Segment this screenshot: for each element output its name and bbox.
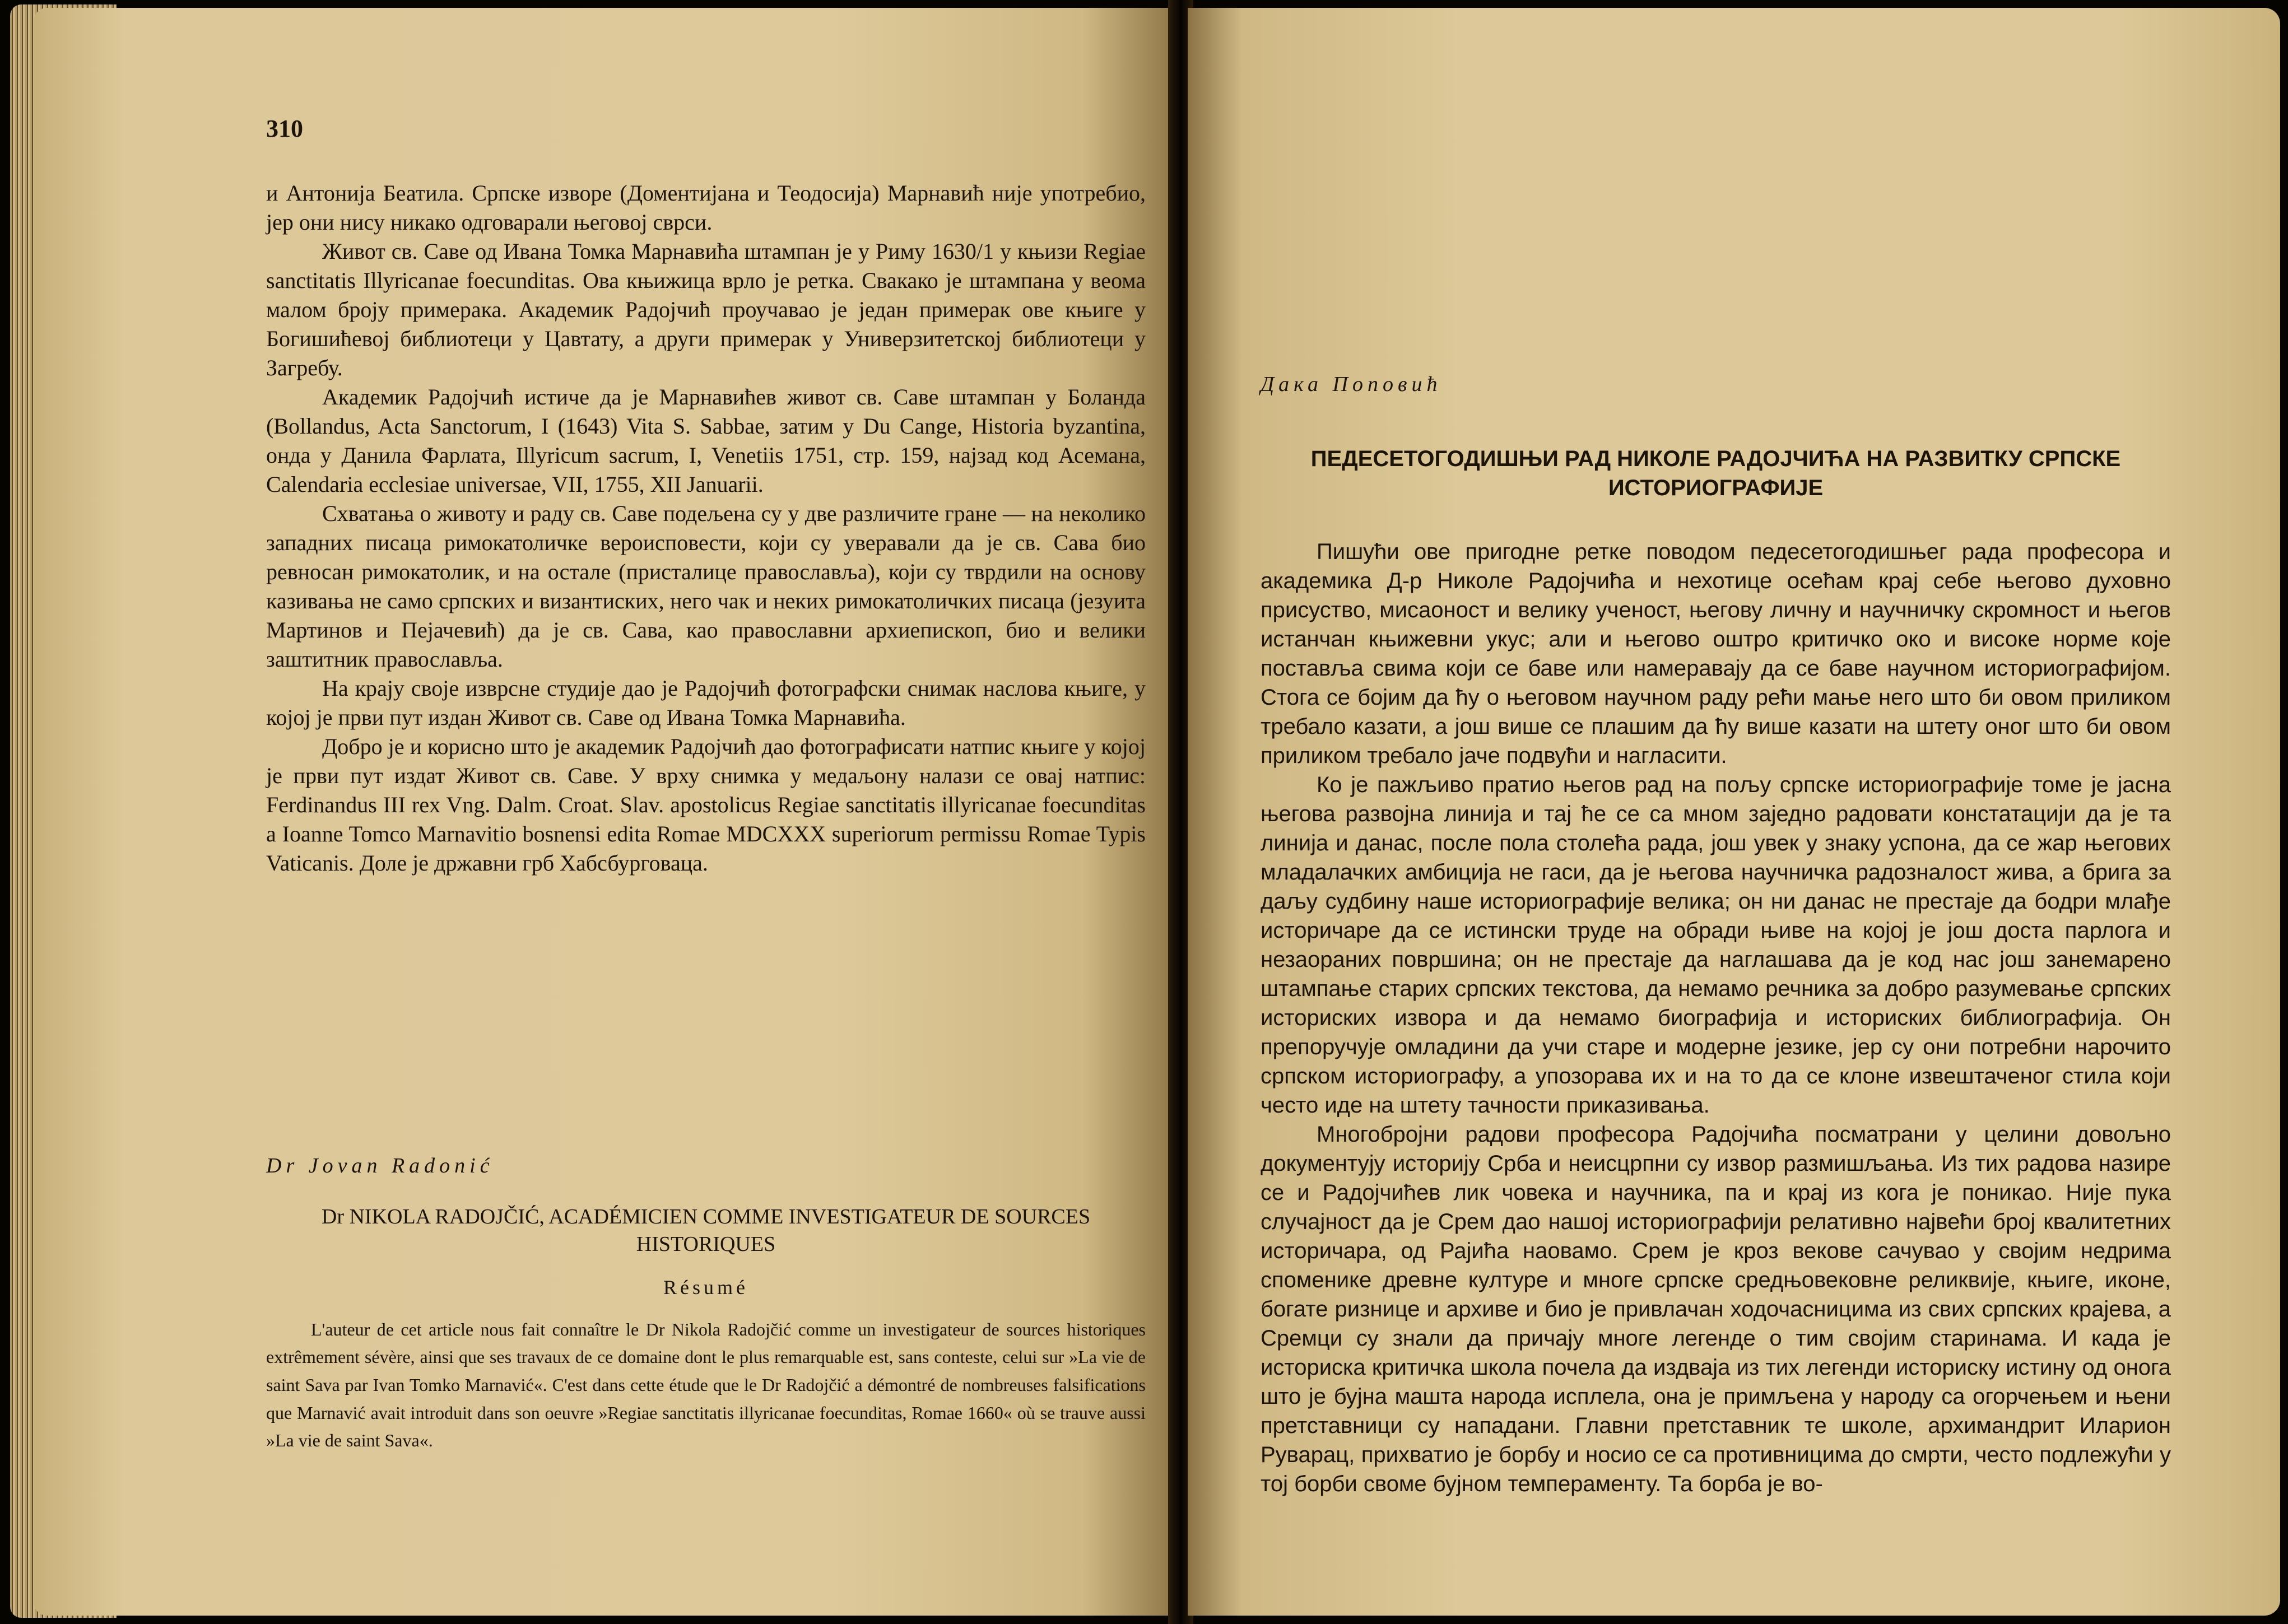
right-page (1188, 8, 2280, 1616)
left-page (34, 8, 1174, 1616)
resume-heading: Dr NIKOLA RADOJČIĆ, ACADÉMICIEN COMME INVESTIGATEUR DE SOURCES HISTORIQUES (321, 1205, 1091, 1257)
paragraph: Добро је и корисно што је академик Радојчић дао фотографисати натпис књиге у којој је први пут издат Живот св. Саве. У врху снимка у медаљону налази се овај натпис: Ferdinandus III rex Vng. Dalm. Croat. Slav. apostolicus Regiae sanctitatis illyricanae foecunditas a Ioanne Tomco Marnavitio bosnensi edita Romae MDCXXX superiorum permissu Romae Typis Vaticanis. Доле је државни грб Хабсбурговаца. (266, 734, 1146, 876)
resume-section (266, 1153, 1146, 1455)
article-title: ПЕДЕСЕТОГОДИШЊИ РАД НИКОЛЕ РАДОЈЧИЋА НА РАЗВИТКУ СРПСКЕ ИСТОРИОГРАФИЈЕ (1310, 446, 2121, 500)
page-number: 310 (266, 115, 303, 142)
article-header (1261, 372, 2171, 502)
paragraph: Пишући ове пригодне ретке поводом педесетогодишњег рада професора и академика Д-р Николе Радојчића и нехотице осећам крај себе његово духовно присуство, мисаоност и велику ученост, његову личну и научничку скромност и његов истанчан књижевни укус; али и његово оштро критичко око и високе норме које поставља свима који се баве или намеравају да се баве научном историографијом. Стога се бојим да ћу о његовом научном раду рећи мање него што би овом приликом требало казати, а још више се плашим да ћу више казати на штету оног што би овом приликом требало јаче подвући и нагласити. (1261, 539, 2171, 768)
resume-paragraph: L'auteur de cet article nous fait connaître le Dr Nikola Radojčić comme un investigateur de sources historiques extrêmement sévère, ainsi que ses travaux de ce domaine dont le plus remarquable est, sans conteste, celui sur »La vie de saint Sava par Ivan Tomko Marnavić«. C'est dans cette étude que le Dr Radojčić a démontré de nombreuses falsifications que Marnavić avait introduit dans son oeuvre »Regiae sanctitatis illyricanae foecunditas, Romae 1660« où se trauve aussi »La vie de saint Sava«. (266, 1319, 1146, 1451)
resume-label: Résumé (663, 1276, 748, 1299)
resume-body (266, 1316, 1146, 1455)
paragraph: Схватања о животу и раду св. Саве подељена су у две различите гране — на неколико западних писаца римокатоличке вероисповести, који су уверавали да је св. Сава био ревносан римокатолик, и на остале (присталице православља), који су тврдили на основу казивања не само српских и византиских, него чак и неких римокатоличких писаца (језуита Мартинов и Пејачевић) да је св. Сава, као православни архиепископ, био и велики заштитник православља. (266, 501, 1146, 672)
paragraph: Ко је пажљиво пратио његов рад на пољу српске историографије томе је јасна његова развојна линија и тај ће се са мном заједно радовати констатацији да је та линија и данас, после пола столећа рада, још увек у знаку успона, да се жар његових младалачких амбиција не гаси, да је његова научничка радозналост жива, а брига за даљу судбину наше историографије велика; он ни данас не престаје да бодри млађе историчаре да се истински труде на обради њиве на којој је још доста парлога и незаораних површина; он не престаје да наглашава да је код нас још занемарено штампање старих српских текстова, да немамо речника за добро разумевање српских историских извора и да немамо биографија и историских библиографија. Он препоручује омладини да учи старе и модерне језике, јер су они потребни нарочито српском историографу, а упозорава их и на то да се клоне извештаченог стила који често иде на штету тачности приказивања. (1261, 773, 2171, 1118)
resume-author: Dr Jovan Radonić (266, 1154, 494, 1178)
paragraph: Академик Радојчић истиче да је Марнавићев живот св. Саве штампан у Боланда (Bollandus, Acta Sanctorum, I (1643) Vita S. Sabbae, затим у Du Cange, Historia byzantina, онда у Данила Фарлата, Illyricum sacrum, I, Venetiis 1751, стр. 159, најзад код Асемана, Calendaria ecclesiae universae, VII, 1755, XII Januarii. (266, 384, 1146, 497)
left-page-body (266, 179, 1146, 878)
article-author: Дака Поповић (1261, 373, 1442, 396)
paragraph: На крају своје изврсне студије дао је Радојчић фотографски снимак наслова књиге, у којој је први пут издан Живот св. Саве од Ивана Томка Марнавића. (266, 676, 1146, 730)
paragraph: и Антонија Беатила. Српске изворе (Доментијана и Теодосија) Марнавић није употребио, јер они нису никако одговарали његовој сврси. (266, 180, 1146, 235)
right-page-body (1261, 537, 2171, 1499)
paragraph: Живот св. Саве од Ивана Томка Марнавића штампан је у Риму 1630/1 у књизи Regiae sanctitatis Illyricanae foecunditas. Ова књижица врло је ретка. Свакако је штампана у веома малом броју примерака. Академик Радојчић проучавао је један примерак ове књиге у Богишићевој библиотеци у Цавтату, а други примерак у Универзитетској библиотеци у Загребу. (266, 239, 1146, 380)
paragraph: Многобројни радови професора Радојчића посматрани у целини довољно документују историју Срба и неисцрпни су извор размишљања. Из тих радова назире се и Радојчићев лик човека и научника, па и крај из кога је поникао. Није пука случајност да је Срем дао нашој историографији релативно највећи број квалитетних историчара, од Рајића наовамо. Срем је кроз векове сачувао у својим недрима споменике древне културе и многе српске средњовековне реликвије, књиге, иконе, богате ризнице и архиве и био је привлачан ходочасницима из свих српских крајева, а Сремци су знали да причају многе легенде о тим својим старинама. И када је историска критичка школа почела да издваја из тих легенди историску истину од онога што је бујна машта народа исплела, она је примљена у народу са огорчењем и њени претставници су нападани. Главни претставник те школе, архимандрит Иларион Руварац, прихватио је борбу и носио се са противницима до смрти, често подлежући у тој борби своме бујном темпераменту. Та борба је во- (1261, 1122, 2171, 1496)
